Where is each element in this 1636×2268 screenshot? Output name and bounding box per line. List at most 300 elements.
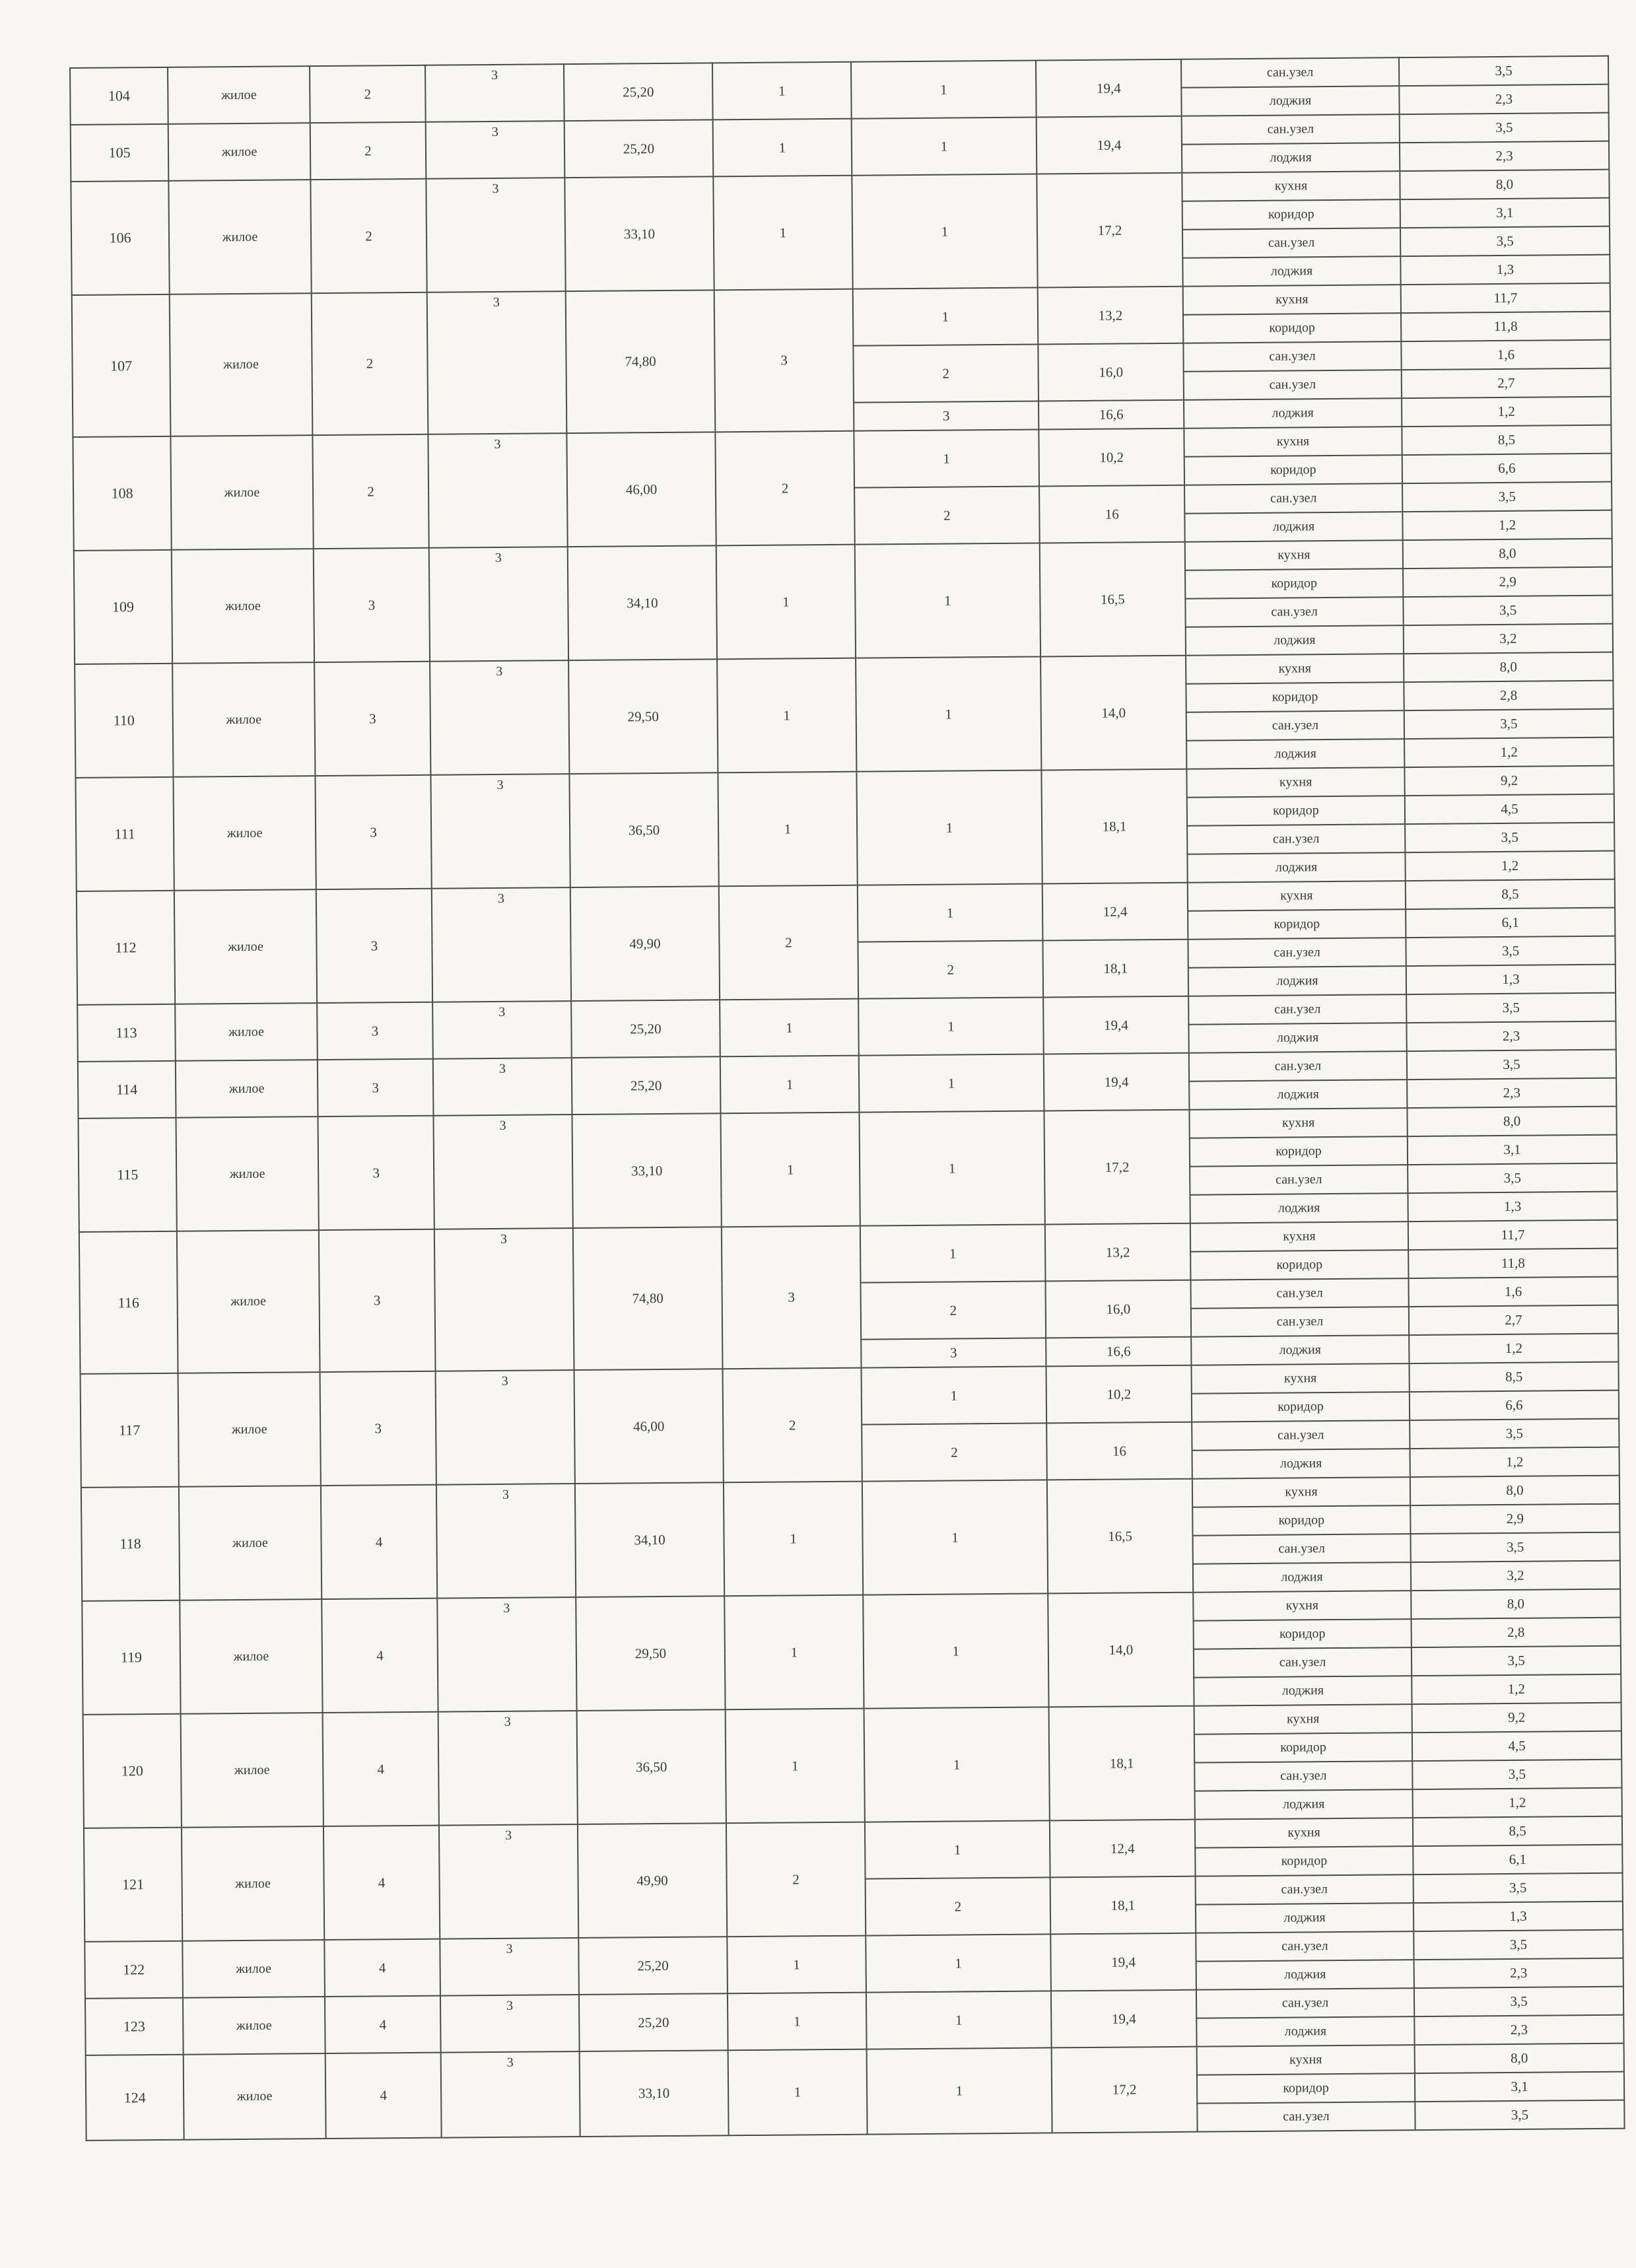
living-room-area: 14,0 (1048, 1593, 1194, 1707)
aux-room-name: коридор (1184, 455, 1402, 485)
class-mark: 3 (427, 291, 567, 434)
apartment-number: 116 (79, 1231, 178, 1374)
living-room-area: 18,1 (1049, 1706, 1195, 1821)
class-mark: 3 (436, 1484, 576, 1598)
floor-number: 2 (312, 292, 428, 435)
living-room-area: 16,5 (1040, 542, 1186, 657)
class-mark: 3 (440, 1938, 579, 1996)
living-room-area: 10,2 (1039, 429, 1184, 487)
premises-type: жилое (178, 1372, 321, 1487)
aux-room-area: 8,0 (1410, 1476, 1619, 1505)
aux-room-area: 4,5 (1412, 1731, 1621, 1761)
aux-room-area: 3,5 (1415, 2100, 1624, 2130)
floor-number: 2 (310, 122, 426, 180)
class-mark: 3 (433, 1058, 572, 1116)
aux-room-area: 3,5 (1411, 1532, 1620, 1562)
aux-room-area: 1,2 (1402, 397, 1611, 427)
aux-room-name: кухня (1194, 1704, 1412, 1735)
aux-room-name: сан.узел (1196, 1931, 1414, 1962)
aux-room-area: 1,2 (1412, 1674, 1621, 1704)
aux-room-name: кухня (1186, 767, 1404, 798)
aux-room-area: 8,0 (1404, 652, 1613, 682)
aux-room-name: лоджия (1189, 1080, 1407, 1110)
aux-room-area: 11,8 (1401, 312, 1610, 341)
living-room-area: 14,0 (1040, 656, 1186, 771)
class-mark: 3 (433, 1115, 572, 1229)
living-room-area: 19,4 (1043, 996, 1189, 1054)
class-mark: 3 (432, 1001, 572, 1059)
premises-type: жилое (179, 1486, 322, 1600)
living-room-area: 17,2 (1044, 1110, 1190, 1225)
living-room-area: 19,4 (1036, 59, 1182, 118)
aux-room-name: коридор (1190, 1136, 1408, 1167)
floor-number: 4 (324, 1826, 440, 1940)
aux-room-name: лоджия (1195, 1789, 1413, 1820)
aux-room-name: лоджия (1188, 1023, 1406, 1053)
room-count: 3 (722, 1226, 862, 1369)
premises-type: жилое (168, 180, 311, 294)
living-room-index: 1 (863, 1593, 1048, 1708)
aux-room-area: 3,5 (1414, 1873, 1623, 1903)
class-mark: 3 (434, 1228, 574, 1371)
aux-room-area: 3,5 (1414, 1987, 1623, 2016)
aux-room-area: 8,0 (1415, 2044, 1624, 2073)
aux-room-name: кухня (1193, 1591, 1411, 1621)
aux-room-name: лоджия (1196, 1960, 1414, 1990)
apartment-number: 112 (77, 891, 175, 1005)
living-room-index: 3 (861, 1338, 1046, 1367)
aux-room-name: сан.узел (1189, 1051, 1407, 1082)
living-room-index: 1 (852, 117, 1037, 175)
apartment-number: 110 (75, 664, 173, 778)
total-area: 25,20 (564, 63, 713, 121)
class-mark: 3 (432, 887, 571, 1002)
aux-room-area: 1,3 (1400, 255, 1610, 285)
living-room-index: 1 (866, 1991, 1052, 2049)
floor-number: 4 (321, 1485, 437, 1599)
living-room-area: 16 (1046, 1422, 1192, 1480)
apartment-number: 107 (72, 294, 171, 437)
aux-room-area: 3,5 (1399, 56, 1608, 86)
room-count: 2 (719, 885, 858, 1000)
aux-room-name: сан.узел (1182, 114, 1400, 145)
floor-number: 3 (317, 1002, 433, 1060)
aux-room-area: 6,1 (1413, 1845, 1622, 1874)
aux-room-area: 4,5 (1405, 794, 1614, 824)
living-room-area: 17,2 (1052, 2047, 1198, 2133)
living-room-index: 1 (859, 1111, 1044, 1225)
living-room-index: 1 (867, 2047, 1052, 2134)
aux-room-area: 6,1 (1406, 908, 1615, 938)
floor-number: 4 (325, 2053, 442, 2139)
premises-type: жилое (172, 549, 314, 664)
aux-room-name: лоджия (1182, 143, 1400, 173)
room-count: 1 (720, 1113, 860, 1227)
apartment-number: 117 (81, 1373, 179, 1488)
class-mark: 3 (441, 2051, 580, 2138)
aux-room-area: 6,6 (1410, 1391, 1619, 1420)
aux-room-area: 3,2 (1404, 624, 1613, 654)
aux-room-area: 3,5 (1407, 1050, 1616, 1080)
aux-room-area: 3,5 (1410, 1419, 1619, 1449)
aux-room-area: 3,5 (1400, 226, 1610, 256)
living-room-index: 1 (856, 656, 1041, 771)
room-count: 1 (724, 1482, 863, 1597)
aux-room-name: лоджия (1196, 1903, 1414, 1933)
total-area: 29,50 (568, 659, 718, 774)
floor-number: 4 (323, 1712, 439, 1826)
total-area: 29,50 (576, 1596, 725, 1711)
aux-room-area: 8,5 (1409, 1362, 1618, 1392)
apartment-number: 121 (84, 1828, 182, 1942)
aux-room-name: коридор (1188, 909, 1406, 940)
premises-type: жилое (182, 1826, 324, 1941)
living-room-area: 18,1 (1042, 940, 1188, 998)
premises-type: жилое (168, 66, 310, 124)
total-area: 34,10 (575, 1482, 724, 1597)
class-mark: 3 (436, 1370, 575, 1485)
aux-room-name: кухня (1191, 1363, 1409, 1394)
floor-number: 3 (320, 1371, 436, 1486)
aux-room-area: 2,3 (1406, 1021, 1616, 1051)
apartment-number: 111 (75, 777, 174, 891)
aux-room-name: лоджия (1184, 512, 1402, 542)
aux-room-name: сан.узел (1185, 597, 1403, 627)
aux-room-area: 8,0 (1400, 170, 1609, 199)
apartment-number: 108 (73, 436, 171, 551)
floor-number: 4 (324, 1939, 440, 1997)
aux-room-name: коридор (1186, 682, 1404, 712)
total-area: 49,90 (570, 886, 720, 1001)
aux-room-area: 8,0 (1407, 1107, 1616, 1136)
total-area: 74,80 (573, 1227, 723, 1370)
room-count: 1 (728, 1993, 867, 2051)
aux-room-name: кухня (1190, 1221, 1408, 1252)
living-room-index: 1 (852, 174, 1037, 289)
premises-type: жилое (180, 1599, 322, 1714)
living-room-area: 18,1 (1050, 1876, 1196, 1935)
class-mark: 3 (426, 178, 565, 292)
aux-room-name: коридор (1192, 1505, 1410, 1536)
class-mark: 3 (439, 1824, 578, 1939)
living-room-area: 19,4 (1050, 1933, 1196, 1991)
aux-room-area: 6,6 (1402, 454, 1612, 483)
living-room-index: 1 (853, 287, 1039, 345)
living-room-area: 19,4 (1044, 1053, 1190, 1111)
aux-room-name: лоджия (1188, 966, 1406, 996)
aux-room-name: сан.узел (1197, 2102, 1415, 2132)
class-mark: 3 (429, 547, 568, 662)
aux-room-area: 3,5 (1400, 113, 1609, 143)
living-room-index: 1 (862, 1366, 1047, 1424)
living-room-area: 19,4 (1037, 116, 1182, 174)
class-mark: 3 (440, 1995, 580, 2053)
aux-room-name: кухня (1184, 427, 1402, 457)
aux-room-area: 2,7 (1402, 368, 1611, 398)
living-room-area: 13,2 (1045, 1223, 1191, 1282)
living-room-area: 17,2 (1037, 173, 1182, 288)
apartment-number: 115 (79, 1118, 177, 1232)
aux-room-name: сан.узел (1184, 370, 1402, 400)
living-room-area: 16 (1039, 485, 1185, 543)
floor-number: 2 (310, 65, 426, 123)
living-room-index: 2 (860, 1281, 1046, 1339)
aux-room-name: лоджия (1196, 2016, 1414, 2047)
floor-number: 3 (315, 775, 431, 889)
aux-room-name: лоджия (1190, 1193, 1408, 1223)
living-room-area: 18,1 (1041, 769, 1187, 884)
aux-room-name: кухня (1192, 1477, 1410, 1507)
aux-room-area: 8,5 (1413, 1816, 1622, 1846)
aux-room-name: коридор (1185, 568, 1403, 599)
premises-type: жилое (175, 1003, 318, 1061)
aux-room-area: 1,2 (1405, 851, 1614, 881)
aux-room-name: коридор (1183, 313, 1401, 343)
living-room-index: 1 (858, 883, 1043, 942)
aux-room-name: сан.узел (1190, 1165, 1408, 1195)
aux-room-area: 1,3 (1406, 965, 1616, 994)
total-area: 36,50 (577, 1709, 726, 1824)
apartment-number: 119 (82, 1600, 180, 1715)
room-count: 2 (726, 1822, 866, 1937)
class-mark: 3 (426, 121, 565, 179)
aux-room-name: кухня (1188, 881, 1406, 911)
aux-room-area: 3,1 (1400, 198, 1610, 228)
aux-room-area: 1,2 (1413, 1788, 1622, 1818)
room-count: 1 (720, 1056, 860, 1114)
floor-number: 3 (318, 1059, 434, 1117)
aux-room-area: 1,3 (1408, 1192, 1617, 1221)
aux-room-area: 3,5 (1412, 1760, 1621, 1789)
aux-room-name: сан.узел (1184, 483, 1402, 514)
aux-room-name: лоджия (1184, 398, 1402, 429)
premises-type: жилое (170, 435, 313, 550)
aux-room-name: сан.узел (1188, 938, 1406, 968)
premises-type: жилое (183, 1997, 325, 2055)
living-room-area: 16,6 (1046, 1337, 1191, 1367)
aux-room-area: 1,2 (1404, 738, 1614, 767)
floor-number: 3 (314, 548, 430, 662)
aux-room-area: 2,3 (1414, 2015, 1623, 2045)
apartment-number: 114 (78, 1061, 176, 1118)
aux-room-name: сан.узел (1192, 1420, 1410, 1451)
room-count: 1 (726, 1709, 865, 1824)
living-room-index: 2 (854, 486, 1040, 544)
aux-room-name: кухня (1186, 654, 1404, 684)
aux-room-name: лоджия (1186, 739, 1404, 769)
aux-room-area: 8,5 (1406, 879, 1615, 909)
aux-room-area: 11,7 (1408, 1220, 1618, 1250)
aux-room-name: коридор (1182, 199, 1400, 230)
aux-room-area: 1,3 (1414, 1902, 1623, 1931)
total-area: 25,20 (572, 1056, 721, 1115)
total-area: 49,90 (578, 1823, 727, 1938)
aux-room-area: 3,5 (1414, 1930, 1623, 1960)
living-room-index: 2 (866, 1877, 1051, 1935)
aux-room-area: 3,5 (1412, 1646, 1621, 1676)
living-room-area: 16,0 (1045, 1280, 1191, 1338)
premises-type: жилое (168, 123, 311, 181)
living-room-index: 2 (862, 1423, 1047, 1481)
living-room-index: 1 (856, 770, 1042, 885)
aux-room-name: кухня (1197, 2045, 1415, 2075)
total-area: 25,20 (571, 1000, 720, 1058)
aux-room-area: 2,9 (1403, 567, 1612, 597)
aux-room-name: сан.узел (1194, 1761, 1412, 1791)
aux-room-area: 8,0 (1411, 1589, 1620, 1619)
premises-type: жилое (182, 1940, 325, 1998)
aux-room-area: 3,1 (1415, 2072, 1624, 2102)
floor-number: 2 (310, 179, 426, 293)
total-area: 25,20 (579, 1993, 728, 2051)
aux-room-area: 1,2 (1410, 1447, 1619, 1477)
room-count: 1 (728, 2049, 868, 2136)
aux-room-area: 2,7 (1409, 1305, 1618, 1335)
aux-room-name: коридор (1195, 1846, 1413, 1876)
aux-room-name: сан.узел (1191, 1307, 1409, 1337)
floor-number: 3 (316, 889, 432, 1003)
aux-room-area: 9,2 (1412, 1703, 1621, 1733)
room-count: 3 (714, 289, 854, 432)
living-room-area: 12,4 (1042, 883, 1188, 941)
living-room-index: 3 (854, 401, 1039, 430)
living-room-area: 19,4 (1051, 1990, 1197, 2048)
room-count: 1 (720, 999, 859, 1057)
living-room-index: 1 (855, 543, 1040, 658)
apartment-number: 105 (71, 124, 169, 182)
floor-number: 4 (322, 1598, 438, 1713)
room-count: 2 (723, 1368, 862, 1483)
aux-room-area: 2,9 (1410, 1504, 1619, 1534)
premises-type: жилое (172, 662, 315, 777)
aux-room-name: сан.узел (1181, 57, 1399, 88)
premises-type: жилое (177, 1230, 320, 1373)
room-count: 1 (713, 176, 852, 291)
aux-room-area: 1,2 (1409, 1334, 1618, 1363)
class-mark: 3 (437, 1597, 576, 1712)
floor-number: 3 (318, 1116, 434, 1230)
aux-room-name: сан.узел (1194, 1647, 1412, 1678)
aux-room-area: 8,5 (1402, 425, 1611, 455)
aux-room-area: 3,5 (1406, 936, 1615, 966)
class-mark: 3 (428, 433, 567, 548)
aux-room-name: коридор (1197, 2073, 1415, 2104)
aux-room-name: сан.узел (1196, 1874, 1414, 1905)
class-mark: 3 (438, 1711, 578, 1826)
aux-room-area: 3,5 (1403, 596, 1612, 625)
room-count: 1 (718, 772, 857, 887)
premises-type: жилое (176, 1060, 318, 1118)
premises-type: жилое (173, 776, 316, 891)
aux-room-area: 3,5 (1408, 1163, 1617, 1193)
aux-room-area: 2,3 (1399, 85, 1608, 114)
aux-room-name: сан.узел (1182, 228, 1400, 258)
aux-room-area: 3,5 (1404, 709, 1614, 739)
apartment-number: 109 (74, 550, 172, 664)
aux-room-area: 1,2 (1402, 510, 1612, 540)
premises-type: жилое (184, 2053, 326, 2140)
aux-room-name: коридор (1190, 1250, 1408, 1280)
aux-room-area: 2,3 (1407, 1078, 1616, 1108)
apartment-number: 113 (77, 1004, 176, 1062)
total-area: 33,10 (572, 1113, 721, 1228)
class-mark: 3 (430, 660, 569, 775)
aux-room-name: сан.узел (1196, 1988, 1414, 2018)
aux-room-name: сан.узел (1190, 1278, 1408, 1309)
aux-room-name: лоджия (1192, 1449, 1410, 1479)
living-room-area: 16,0 (1038, 343, 1184, 401)
aux-room-name: сан.узел (1187, 824, 1405, 854)
aux-room-name: кухня (1195, 1818, 1413, 1848)
apartment-register-table (69, 55, 1625, 2141)
living-room-index: 1 (854, 429, 1039, 487)
apartment-number: 120 (83, 1714, 182, 1828)
living-room-index: 2 (853, 344, 1039, 402)
room-count: 1 (724, 1595, 864, 1710)
room-count: 2 (715, 431, 854, 546)
aux-room-area: 9,2 (1404, 766, 1614, 796)
aux-room-name: лоджия (1182, 256, 1400, 287)
aux-room-area: 3,5 (1405, 823, 1614, 852)
aux-room-area: 11,7 (1401, 283, 1610, 313)
premises-type: жилое (176, 1117, 318, 1231)
total-area: 46,00 (566, 432, 716, 547)
room-count: 1 (716, 545, 856, 660)
aux-room-name: лоджия (1181, 86, 1399, 116)
premises-type: жилое (174, 889, 317, 1004)
total-area: 34,10 (568, 545, 717, 660)
aux-room-area: 11,8 (1408, 1249, 1618, 1278)
class-mark: 3 (425, 64, 564, 122)
aux-room-name: кухня (1189, 1108, 1407, 1138)
aux-room-name: сан.узел (1193, 1534, 1411, 1564)
register-sheet (69, 55, 1624, 2141)
aux-room-area: 3,1 (1408, 1135, 1617, 1165)
floor-number: 3 (319, 1229, 436, 1372)
apartment-number: 104 (70, 67, 168, 125)
total-area: 25,20 (578, 1937, 728, 1995)
aux-room-area: 1,6 (1408, 1277, 1618, 1307)
apartment-number: 118 (81, 1487, 180, 1601)
aux-room-name: коридор (1194, 1733, 1412, 1763)
floor-number: 2 (312, 434, 428, 549)
aux-room-area: 8,0 (1403, 539, 1612, 568)
living-room-index: 1 (862, 1480, 1048, 1595)
living-room-area: 13,2 (1038, 287, 1184, 345)
living-room-area: 16,5 (1047, 1479, 1193, 1594)
room-count: 1 (727, 1936, 866, 1994)
aux-room-area: 3,5 (1406, 993, 1616, 1023)
aux-room-name: сан.узел (1188, 994, 1406, 1025)
aux-room-name: кухня (1185, 540, 1403, 570)
aux-room-name: лоджия (1193, 1562, 1411, 1593)
total-area: 46,00 (574, 1369, 724, 1484)
aux-room-area: 3,5 (1402, 482, 1612, 512)
premises-type: жилое (170, 293, 313, 436)
apartment-number: 124 (86, 2055, 184, 2141)
aux-room-area: 1,6 (1401, 340, 1610, 370)
aux-room-area: 2,3 (1400, 141, 1609, 171)
floor-number: 3 (314, 662, 430, 776)
total-area: 33,10 (564, 176, 714, 291)
living-room-area: 16,6 (1039, 400, 1184, 430)
premises-type: жилое (181, 1713, 324, 1828)
apartment-number: 106 (71, 181, 169, 295)
aux-room-name: коридор (1192, 1392, 1410, 1422)
room-count: 1 (717, 658, 856, 773)
living-room-index: 2 (858, 940, 1043, 998)
living-room-area: 10,2 (1046, 1365, 1192, 1424)
